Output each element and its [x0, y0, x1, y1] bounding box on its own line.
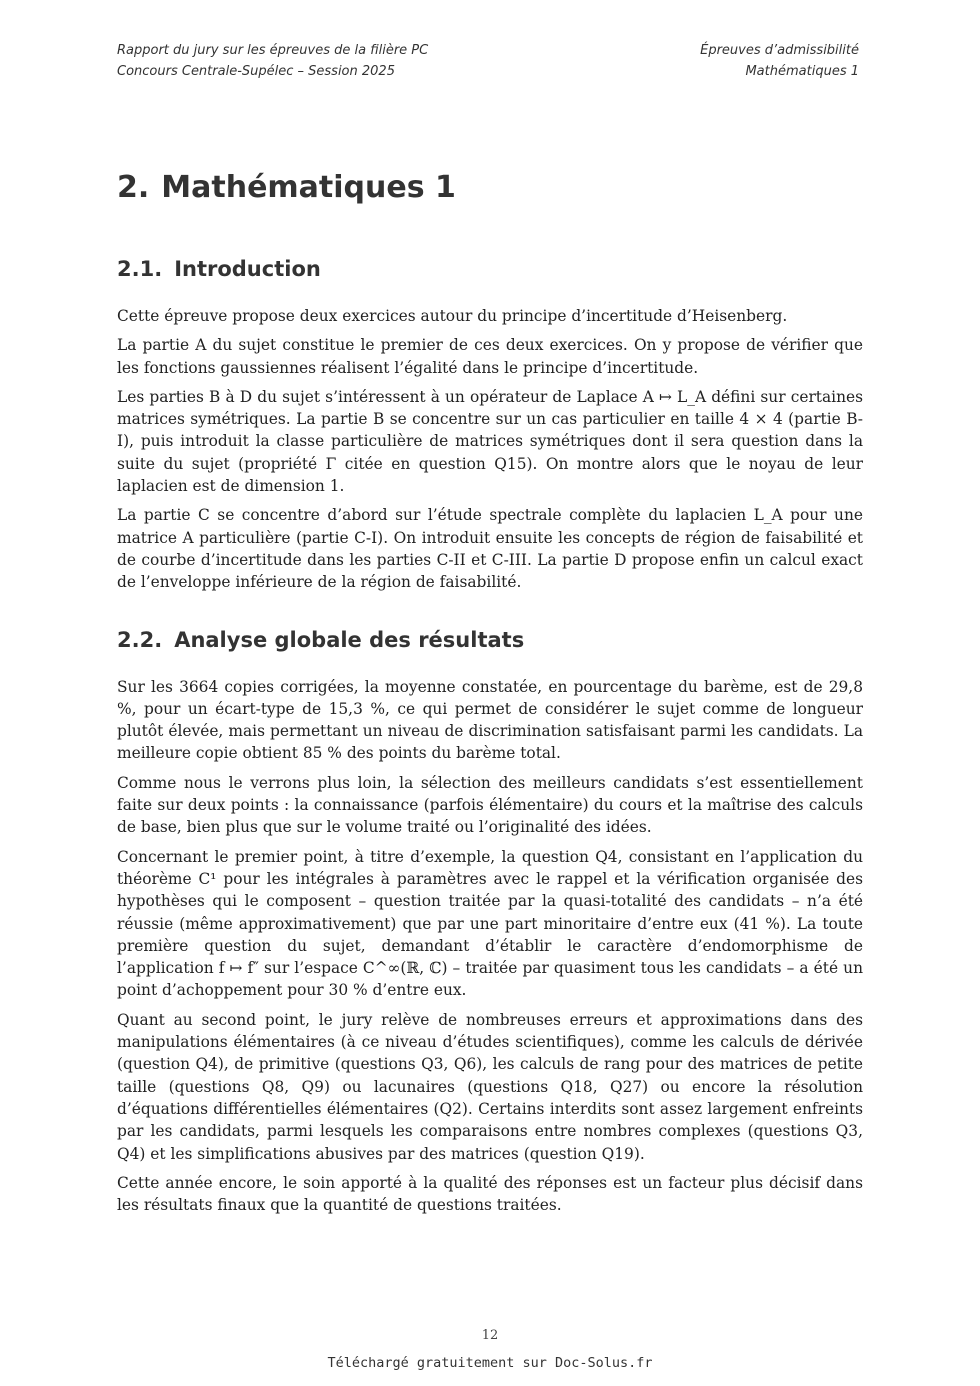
paragraph: La partie C se concentre d’abord sur l’étude spectrale complète du laplacien L_A pour une matrice A particulière (partie C-I). On introduit ensuite les concepts de région de faisabilité et de courbe d’incertitude dans les parties C-II et C-III. La partie D propose enfin un calcul exact de l’enveloppe inférieure de la région de faisabilité.	[117, 506, 863, 592]
running-header-right	[700, 40, 859, 82]
section-number: 2.2.	[117, 627, 163, 652]
paragraph: Sur les 3664 copies corrigées, la moyenne constatée, en pourcentage du barème, est de 29,8 %, pour un écart-type de 15,3 %, ce qui permet de considérer le sujet comme de longueur plutôt élevée, mais permettant un niveau de discrimination satisfaisant parmi les candidats. La meilleure copie obtient 85 % des points du barème total.	[117, 677, 863, 763]
section-number: 2.1.	[117, 257, 163, 281]
paragraph: Quant au second point, le jury relève de nombreuses erreurs et approximations dans des manipulations élémentaires (à ce niveau d’études scientifiques), comme les calculs de dérivée (question Q4), de primitive (questions Q3, Q6), les calculs de rang pour des matrices de petite taille (questions Q8, Q9) ou lacunaires (questions Q18, Q27) ou encore la résolution d’équations différentielles élémentaires (Q2). Certains interdits sont assez largement enfreints par les candidats, parmi lesquels les comparaisons entre nombres complexes (questions Q3, Q4) et les simplifications abusives par des matrices (question Q19).	[117, 1010, 863, 1163]
paragraph: Cette épreuve propose deux exercices autour du principe d’incertitude d’Heisenberg.	[117, 307, 788, 325]
chapter-title-text: Mathématiques 1	[161, 170, 456, 205]
header-right-line2: Mathématiques 1	[745, 64, 859, 79]
paragraph: La partie A du sujet constitue le premier de ces deux exercices. On y propose de vérifier que les fonctions gaussiennes réalisent l’égalité dans le principe d’incertitude.	[117, 336, 863, 377]
header-left-line1: Rapport du jury sur les épreuves de la filière PC	[117, 43, 429, 58]
section-analyse-globale	[117, 628, 863, 1217]
header-left-line2: Concours Centrale-Supélec – Session 2025	[117, 64, 395, 79]
paragraph: Cette année encore, le soin apporté à la qualité des réponses est un facteur plus décisif dans les résultats finaux que la quantité de questions traitées.	[117, 1173, 863, 1215]
paragraph: Les parties B à D du sujet s’intéressent à un opérateur de Laplace A ↦ L_A défini sur certaines matrices symétriques. La partie B se concentre sur un cas particulier en taille 4 × 4 (partie B-I), puis introduit la classe particulière de matrices symétriques dont il sera question dans la suite du sujet (propriété Γ citée en question Q15). On montre alors que le noyau de leur laplacien est de dimension 1.	[117, 387, 863, 496]
header-right-line1: Épreuves d’admissibilité	[700, 43, 859, 58]
section-title: Introduction	[174, 257, 321, 281]
section-title: Analyse globale des résultats	[174, 627, 525, 652]
download-footer: Téléchargé gratuitement sur Doc-Solus.fr	[327, 1355, 653, 1371]
paragraph: Comme nous le verrons plus loin, la sélection des meilleurs candidats s’est essentiellement faite sur deux points : la connaissance (parfois élémentaire) du cours et la maîtrise des calculs de base, bien plus que sur le volume traité ou l’originalité des idées.	[117, 773, 863, 837]
chapter-number: 2.	[117, 170, 150, 205]
page-number: 12	[481, 1328, 499, 1343]
section-heading	[117, 257, 863, 281]
section-introduction	[117, 257, 863, 594]
section-heading	[117, 628, 863, 652]
paragraph: Concernant le premier point, à titre d’exemple, la question Q4, consistant en l’application du théorème C¹ pour les intégrales à paramètres avec le rappel et la vérification organisée des hypothèses qui le composent – question traitée par la quasi-totalité des candidats – n’a été réussie (même approximativement) que par une part minoritaire d’entre eux (41 %). La toute première question du sujet, demandant d’établir le caractère d’endomorphisme de l’application f ↦ f″ sur l’espace C^∞(ℝ, ℂ) – traitée par quasiment tous les candidats – a été un point d’achoppement pour 30 % d’entre eux.	[117, 847, 863, 1000]
running-header-left	[117, 40, 428, 82]
page-body	[117, 170, 863, 1223]
chapter-title	[117, 170, 863, 205]
